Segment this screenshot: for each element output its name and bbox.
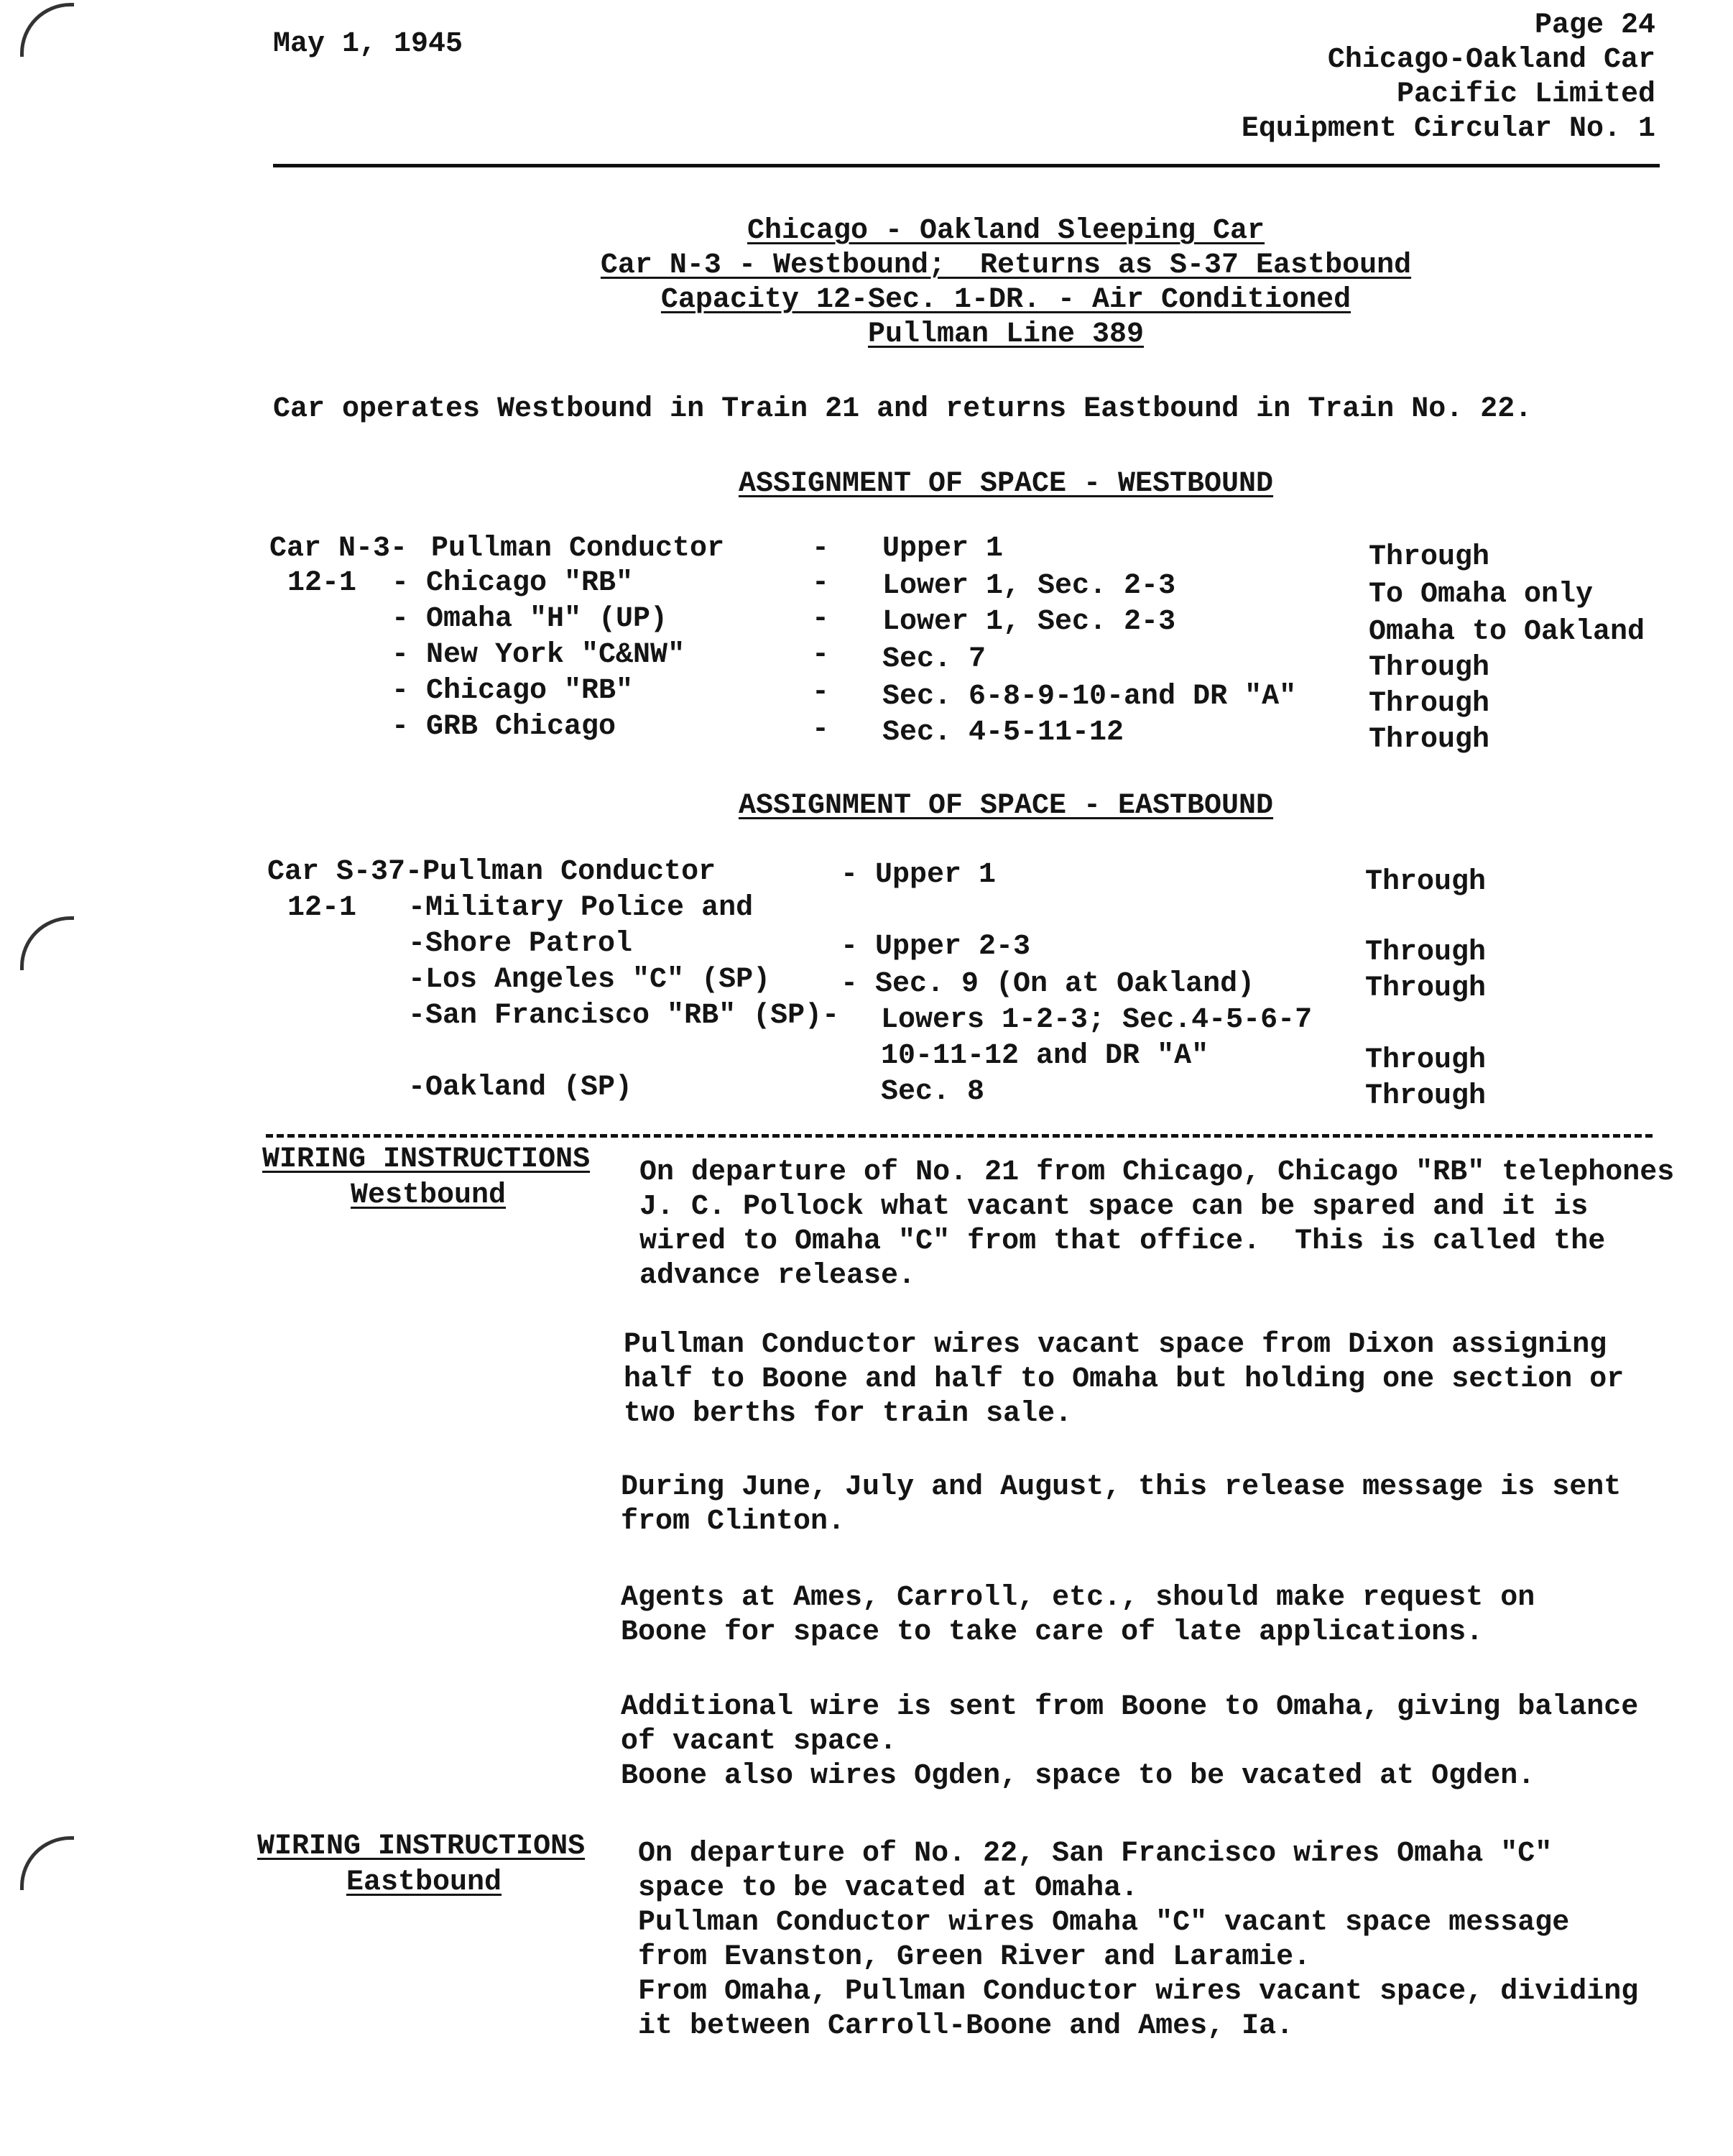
wb-car: Car N-3-: [269, 533, 408, 565]
eb-row-4-space: - Sec. 9 (On at Oakland): [841, 968, 1255, 1000]
wb-row-2-dash: -: [812, 567, 830, 599]
title-line-1: Chicago - Oakland Sleeping Car: [747, 215, 1265, 247]
header-page: Page 24: [1534, 9, 1655, 42]
header-date: May 1, 1945: [273, 28, 463, 60]
wb-row-4-dash: -: [812, 639, 830, 671]
wb-row-2-space: Lower 1, Sec. 2-3: [882, 570, 1176, 602]
wb-row-5-space: Sec. 6-8-9-10-and DR "A": [882, 681, 1297, 713]
title-line-3: Capacity 12-Sec. 1-DR. - Air Conditioned: [660, 284, 1351, 316]
intro-text: Car operates Westbound in Train 21 and returns Eastbound in Train No. 22.: [273, 393, 1533, 425]
eb-row-3-who: -Shore Patrol: [408, 928, 633, 960]
wiring-west-paragraph-1: On departure of No. 21 from Chicago, Chicago "RB" telephones J. C. Pollock what vacant space can be spared and it is wired to Omaha "C" from that office. This is called the advance release.: [639, 1156, 1675, 1292]
wiring-east-paragraph-1: On departure of No. 22, San Francisco wires Omaha "C" space to be vacated at Omaha. Pullman Conductor wires Omaha "C" vacant space message from Evanston, Green River and Laramie. From Omaha, Pullman Conductor wires vacant space, dividing it between Carroll-Boone and Ames, Ia.: [638, 1838, 1639, 2042]
wb-row-1-space: Upper 1: [882, 533, 1004, 565]
wb-row-3-route: Omaha to Oakland: [1369, 616, 1645, 648]
wb-row-3-space: Lower 1, Sec. 2-3: [882, 606, 1176, 638]
wb-row-6-route: Through: [1369, 724, 1490, 756]
wb-row-5-route: Through: [1369, 688, 1490, 720]
wb-row-5-who: - Chicago "RB": [392, 675, 634, 707]
eastbound-heading: ASSIGNMENT OF SPACE - EASTBOUND: [738, 790, 1274, 822]
wb-row-4-route: Through: [1369, 652, 1490, 684]
eb-row-3-route: Through: [1365, 936, 1487, 969]
wb-capacity: 12-1: [287, 567, 357, 599]
eb-car: Car S-37-Pullman Conductor: [267, 856, 716, 888]
wb-row-4-space: Sec. 7: [882, 643, 986, 676]
eb-row-5-who: -San Francisco "RB" (SP)-: [408, 1000, 840, 1032]
wb-row-2-who: - Chicago "RB": [392, 567, 634, 599]
wb-row-1-who: Pullman Conductor: [431, 533, 725, 565]
wiring-west-paragraph-4: Agents at Ames, Carroll, etc., should make request on Boone for space to take care of late applications.: [621, 1582, 1535, 1649]
eb-row-7-who: -Oakland (SP): [408, 1072, 633, 1104]
punch-hole-middle: [20, 916, 74, 970]
wb-row-3-dash: -: [812, 603, 830, 635]
title-line-2: Car N-3 - Westbound; Returns as S-37 Eastbound: [600, 249, 1412, 282]
wiring-east-label: WIRING INSTRUCTIONS: [257, 1830, 586, 1863]
header-line-2: Pacific Limited: [1396, 78, 1655, 111]
header-rule: [273, 164, 1660, 167]
wb-row-4-who: - New York "C&NW": [392, 639, 685, 671]
wb-row-3-who: - Omaha "H" (UP): [392, 603, 668, 635]
wb-row-2-route: To Omaha only: [1369, 579, 1594, 611]
header-line-1: Chicago-Oakland Car: [1327, 44, 1655, 76]
wiring-west-label: WIRING INSTRUCTIONS: [262, 1143, 591, 1176]
wb-row-6-space: Sec. 4-5-11-12: [882, 717, 1124, 749]
wiring-west-direction: Westbound: [351, 1179, 507, 1212]
wiring-east-direction: Eastbound: [346, 1866, 502, 1899]
dashed-divider: [266, 1134, 1653, 1138]
wb-row-6-who: - GRB Chicago: [392, 711, 616, 743]
eb-row-1-route: Through: [1365, 866, 1487, 898]
eb-row-3-space: - Upper 2-3: [841, 931, 1031, 963]
punch-hole-top: [20, 3, 74, 57]
wb-row-1-route: Through: [1369, 541, 1490, 573]
eb-row-7-route: Through: [1365, 1080, 1487, 1112]
header-line-3: Equipment Circular No. 1: [1241, 113, 1655, 145]
wiring-west-paragraph-3: During June, July and August, this release message is sent from Clinton.: [621, 1471, 1622, 1538]
wb-row-6-dash: -: [812, 714, 830, 746]
punch-hole-bottom: [20, 1836, 74, 1890]
eb-row-5-space: Lowers 1-2-3; Sec.4-5-6-7: [881, 1004, 1313, 1036]
eb-row-1-space: - Upper 1: [841, 859, 997, 891]
wiring-west-paragraph-5: Additional wire is sent from Boone to Omaha, giving balance of vacant space. Boone also wires Ogden, space to be vacated at Ogden.: [621, 1691, 1639, 1792]
eb-row-6-route: Through: [1365, 1044, 1487, 1077]
eb-capacity: 12-1: [287, 892, 357, 924]
westbound-heading: ASSIGNMENT OF SPACE - WESTBOUND: [738, 468, 1274, 500]
eb-row-2-who: -Military Police and: [408, 892, 754, 924]
eb-row-4-route: Through: [1365, 972, 1487, 1005]
wb-row-5-dash: -: [812, 676, 830, 709]
wb-row-1-dash: -: [812, 533, 830, 565]
eb-row-4-who: -Los Angeles "C" (SP): [408, 964, 771, 996]
title-line-4: Pullman Line 389: [867, 318, 1145, 351]
eb-row-7-space: Sec. 8: [881, 1076, 985, 1108]
wiring-west-paragraph-2: Pullman Conductor wires vacant space from Dixon assigning half to Boone and half to Omaha but holding one section or two berths for train sale.: [624, 1329, 1625, 1430]
eb-row-6-space: 10-11-12 and DR "A": [881, 1040, 1209, 1072]
